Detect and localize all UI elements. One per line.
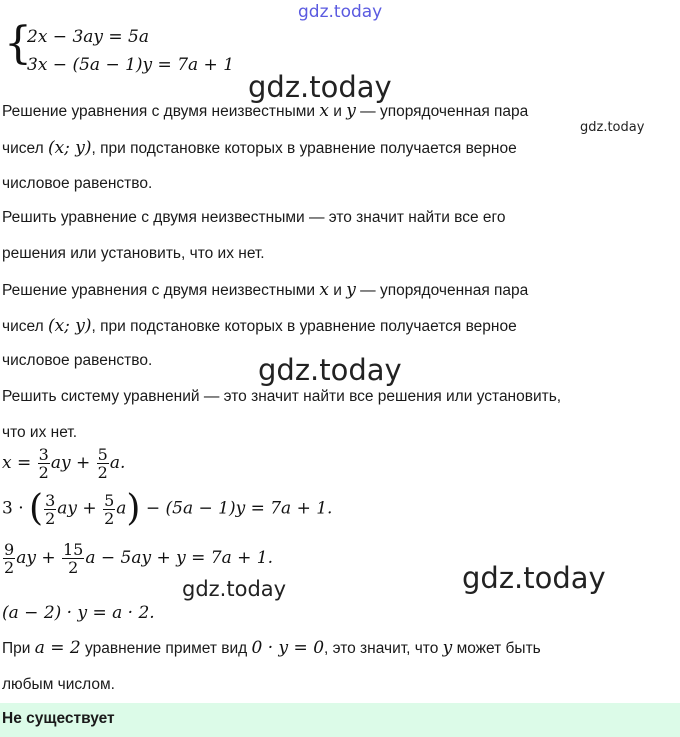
watermark-medium-1: gdz.today xyxy=(182,577,287,601)
conclusion-line-2: любым числом. xyxy=(2,676,115,693)
fraction-9-2: $\frac{9}{2}$ xyxy=(4,540,15,577)
definition-1-line-1: Решение уравнения с двумя неизвестными x и y — упорядоченная пара xyxy=(2,101,529,121)
solution-step-4: (a − 2) · y = a · 2. xyxy=(2,603,155,623)
definition-3-line-1: Решение уравнения с двумя неизвестными x и y — упорядоченная пара xyxy=(2,280,529,300)
solution-step-3: $\frac{9}{2}$ ay + $\frac{15}{2}$ a − 5ay + y = 7a + 1. xyxy=(4,540,274,577)
watermark-large-2: gdz.today xyxy=(258,353,402,387)
watermark-top: gdz.today xyxy=(298,2,383,22)
fraction-5-2: $\frac{5}{2}$ xyxy=(97,445,108,482)
fraction-5-2: $\frac{5}{2}$ xyxy=(104,490,115,528)
solution-step-1: x = $\frac{3}{2}$ ay + $\frac{5}{2}$ a. xyxy=(2,445,126,482)
definition-4-line-1: Решить систему уравнений — это значит найти все решения или установить, xyxy=(2,388,562,405)
fraction-3-2: $\frac{3}{2}$ xyxy=(45,490,56,528)
system-eq2: 3x − (5a − 1)y = 7a + 1 xyxy=(27,55,235,75)
conclusion-line-1: При a = 2 уравнение примет вид 0 · y = 0, это значит, что y может быть xyxy=(2,638,541,658)
definition-1-line-3: числовое равенство. xyxy=(2,175,153,192)
watermark-large-1: gdz.today xyxy=(248,70,392,104)
fraction-3-2: $\frac{3}{2}$ xyxy=(38,445,49,482)
solution-step-2: 3 · ( $\frac{3}{2}$ ay + $\frac{5}{2}$ a) − (5a − 1)y = 7a + 1. xyxy=(2,488,333,529)
watermark-large-3: gdz.today xyxy=(462,561,606,595)
answer-box xyxy=(0,703,680,737)
definition-3-line-2: чисел (x; y), при подстановке которых в уравнение получается верное xyxy=(2,316,517,336)
definition-1-line-2: чисел (x; y), при подстановке которых в уравнение получается верное xyxy=(2,138,517,158)
definition-2-line-2: решения или установить, что их нет. xyxy=(2,245,265,262)
definition-2-line-1: Решить уравнение с двумя неизвестными — это значит найти все его xyxy=(2,209,506,226)
system-eq1: 2x − 3ay = 5a xyxy=(27,27,150,47)
definition-3-line-3: числовое равенство. xyxy=(2,352,153,369)
definition-4-line-2: что их нет. xyxy=(2,424,77,441)
system-brace: { xyxy=(4,18,32,69)
watermark-small-1: gdz.today xyxy=(580,120,645,135)
answer-label: Не существует xyxy=(2,710,115,727)
fraction-15-2: $\frac{15}{2}$ xyxy=(62,540,84,577)
